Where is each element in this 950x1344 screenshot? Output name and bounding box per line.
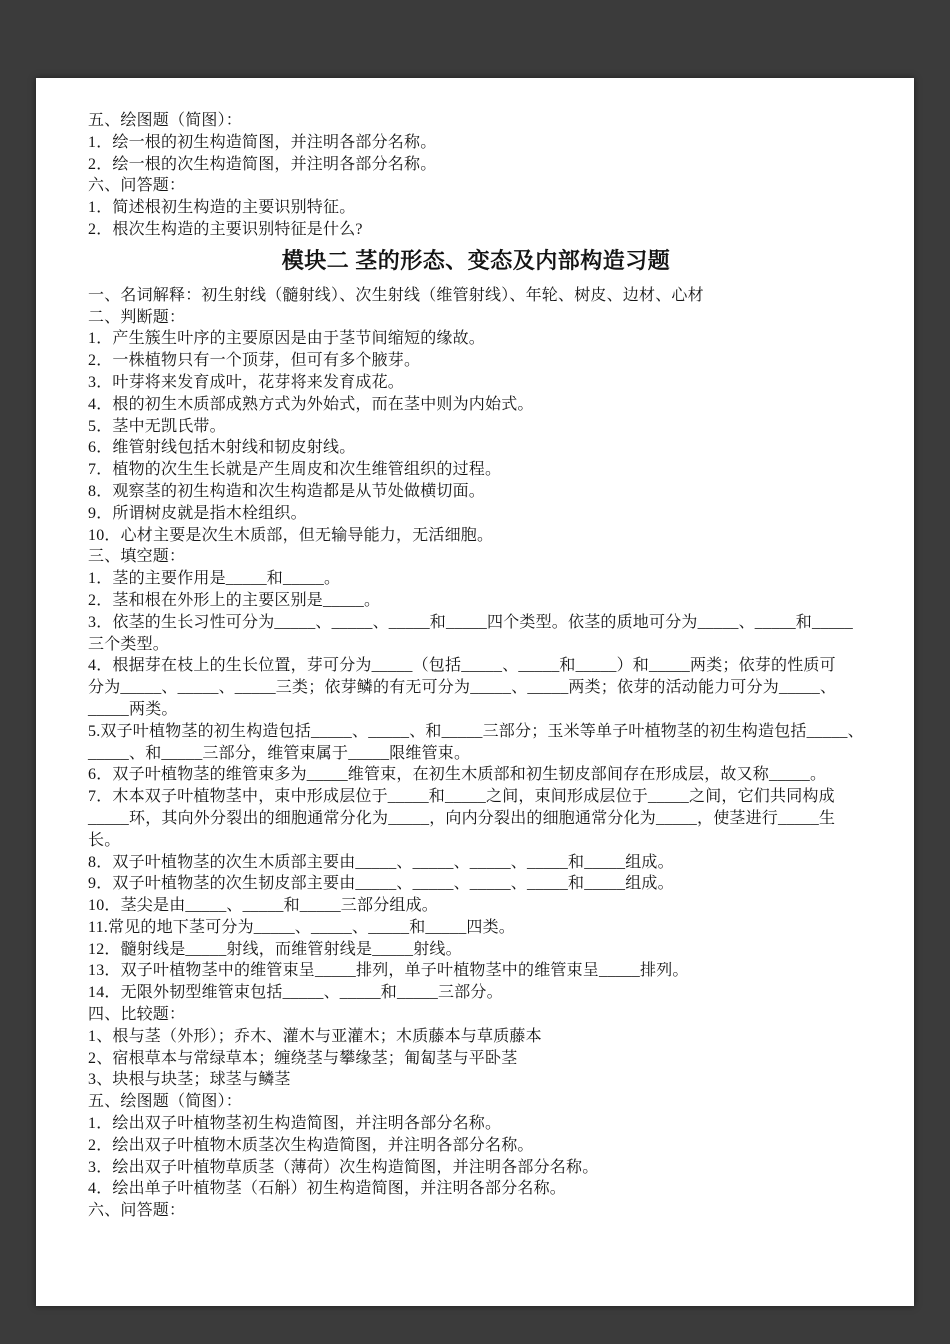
text-line: 2、宿根草本与常绿草本；缠绕茎与攀缘茎；匍匐茎与平卧茎 [88,1049,518,1067]
document-title: 模块二 茎的形态、变态及内部构造习题 [281,247,671,273]
text-line: 3．依茎的生长习性可分为_____、_____、_____和_____四个类型。依茎的质地可分为_____、_____和_____ [88,613,854,631]
text-line: 14．无限外韧型维管束包括_____、_____和_____三部分。 [88,984,503,1002]
text-line: 五、绘图题（简图）： [88,1093,243,1111]
text-line: _____两类。 [88,700,178,718]
text-line: 2．一株植物只有一个顶芽，但可有多个腋芽。 [88,352,421,370]
text-line: 1．简述根初生构造的主要识别特征。 [88,199,356,217]
text-line: 三个类型。 [88,635,170,653]
text-line: 7．植物的次生生长就是产生周皮和次生维管组织的过程。 [88,461,502,479]
document-body [88,110,864,1222]
text-line: 11.常见的地下茎可分为_____、_____、_____和_____四类。 [88,918,516,936]
text-line: 3．叶芽将来发育成叶，花芽将来发育成花。 [88,373,405,391]
text-line: 9．所谓树皮就是指木栓组织。 [88,504,307,522]
text-line: 6．维管射线包括木射线和韧皮射线。 [88,439,356,457]
text-line: 2．根次生构造的主要识别特征是什么? [88,220,363,238]
text-line: 6．双子叶植物茎的维管束多为_____维管束，在初生木质部和初生韧皮部间存在形成层，故又称_____。 [88,766,827,784]
text-line: 7．木本双子叶植物茎中，束中形成层位于_____和_____之间，束间形成层位于_____之间，它们共同构成 [88,788,835,806]
text-line: 8．双子叶植物茎的次生木质部主要由_____、_____、_____、_____和_____组成。 [88,853,674,871]
text-line: 2．绘出双子叶植物木质茎次生构造简图，并注明各部分名称。 [88,1136,534,1154]
text-line: 1．绘出双子叶植物茎初生构造简图，并注明各部分名称。 [88,1115,502,1133]
text-line: _____环，其向外分裂出的细胞通常分化为_____，向内分裂出的细胞通常分化为_____，使茎进行_____生 [88,809,836,827]
text-line: 2．茎和根在外形上的主要区别是_____。 [88,591,381,609]
text-line: 13．双子叶植物茎中的维管束呈_____排列，单子叶植物茎中的维管束呈_____排列。 [88,962,689,980]
text-line: 12．髓射线是_____射线，而维管射线是_____射线。 [88,940,462,958]
text-line: 长。 [88,831,121,849]
text-line: 4．根的初生木质部成熟方式为外始式，而在茎中则为内始式。 [88,395,534,413]
text-line: _____、和_____三部分，维管束属于_____限维管束。 [88,744,471,762]
text-line: 3、块根与块茎；球茎与鳞茎 [88,1071,291,1089]
text-line: 4．根据芽在枝上的生长位置，芽可分为_____（包括_____、_____和_____）和_____两类；依芽的性质可 [88,657,836,675]
text-line: 一、名词解释：初生射线（髓射线）、次生射线（维管射线）、年轮、树皮、边材、心材 [88,286,704,304]
text-line: 二、判断题： [88,308,186,326]
text-line: 1．绘一根的初生构造简图，并注明各部分名称。 [88,133,437,151]
text-line: 分为_____、_____、_____三类；依芽鳞的有无可分为_____、_____两类；依芽的活动能力可分为_____、 [88,679,837,697]
text-line: 3．绘出双子叶植物草质茎（薄荷）次生构造简图，并注明各部分名称。 [88,1158,599,1176]
text-line: 六、问答题： [88,177,186,195]
text-line: 5.双子叶植物茎的初生构造包括_____、_____、和_____三部分；玉米等单子叶植物茎的初生构造包括_____、 [88,722,864,740]
text-line: 1、根与茎（外形）；乔木、灌木与亚灌木；木质藤本与草质藤本 [88,1027,542,1045]
text-line: 8．观察茎的初生构造和次生构造都是从节处做横切面。 [88,482,486,500]
text-line: 10．茎尖是由_____、_____和_____三部分组成。 [88,897,439,915]
text-line: 5．茎中无凯氏带。 [88,417,226,435]
text-line: 六、问答题： [88,1202,186,1220]
text-line: 4．绘出单子叶植物茎（石斛）初生构造简图，并注明各部分名称。 [88,1180,567,1198]
text-line: 9．双子叶植物茎的次生韧皮部主要由_____、_____、_____、_____和_____组成。 [88,875,674,893]
document-page [36,78,914,1306]
text-line: 三、填空题： [88,548,186,566]
text-line: 2．绘一根的次生构造简图，并注明各部分名称。 [88,155,437,173]
text-line: 10．心材主要是次生木质部，但无输导能力，无活细胞。 [88,526,494,544]
text-line: 四、比较题： [88,1006,186,1024]
text-line: 五、绘图题（简图）： [88,112,243,129]
text-line: 1．茎的主要作用是_____和_____。 [88,570,341,588]
text-line: 1．产生簇生叶序的主要原因是由于茎节间缩短的缘故。 [88,330,486,348]
